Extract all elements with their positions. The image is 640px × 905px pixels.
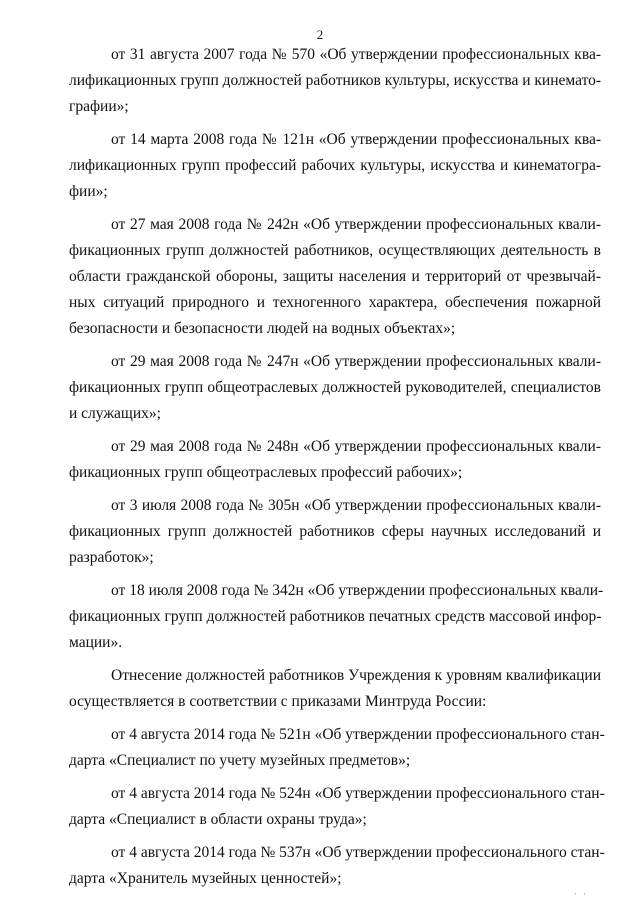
paragraph (69, 127, 601, 205)
text-line: дарта «Специалист по учету музейных предметов»; (69, 752, 411, 769)
document-body (69, 42, 605, 899)
text-line: фии»; (69, 183, 108, 200)
scan-mark: · · (573, 889, 588, 899)
text-line: фикационных групп должностей работников, осуществляющих деятельность в (69, 242, 601, 259)
paragraph (69, 434, 601, 486)
paragraph (69, 781, 605, 833)
text-line: от 4 августа 2014 года № 537н «Об утверждении профессионального стан- (111, 844, 605, 861)
page-number: 2 (316, 27, 324, 42)
text-line: от 31 августа 2007 года № 570 «Об утверждении профессиональных ква- (111, 46, 601, 63)
text-line: дарта «Хранитель музейных ценностей»; (69, 870, 342, 887)
text-line: фикационных групп должностей работников печатных средств массовой инфор- (69, 608, 602, 625)
text-line: и служащих»; (69, 405, 161, 422)
text-line: мации». (69, 634, 123, 651)
text-line: Отнесение должностей работников Учреждения к уровням квалификации (111, 667, 601, 684)
text-line: от 4 августа 2014 года № 524н «Об утверждении профессионального стан- (111, 785, 605, 802)
text-line: дарта «Специалист в области охраны труда»; (69, 811, 367, 828)
paragraph (69, 212, 601, 342)
text-line: от 3 июля 2008 года № 305н «Об утверждении профессиональных квали- (111, 497, 601, 514)
text-line: ных ситуаций природного и техногенного характера, обеспечения пожарной (69, 294, 601, 311)
text-line: фикационных групп должностей работников сферы научных исследований и (69, 523, 601, 540)
paragraph (69, 722, 605, 774)
text-line: лификационных групп профессий рабочих культуры, искусства и кинематогра- (69, 157, 601, 174)
text-line: от 29 мая 2008 года № 247н «Об утверждении профессиональных квали- (111, 353, 601, 370)
text-line: от 27 мая 2008 года № 242н «Об утверждении профессиональных квали- (111, 216, 601, 233)
text-line: фикационных групп общеотраслевых должностей руководителей, специалистов (69, 379, 601, 396)
text-line: области гражданской обороны, защиты населения и территорий от чрезвычай- (69, 268, 601, 285)
text-line: от 14 марта 2008 года № 121н «Об утверждении профессиональных ква- (111, 131, 601, 148)
paragraph (69, 578, 604, 656)
text-line: фикационных групп общеотраслевых профессий рабочих»; (69, 464, 463, 481)
paragraph (69, 349, 601, 427)
text-line: лификационных групп должностей работников культуры, искусства и кинемато- (69, 72, 602, 89)
paragraph (69, 663, 601, 715)
text-line: от 4 августа 2014 года № 521н «Об утверждении профессионального стан- (111, 726, 605, 743)
text-line: разработок»; (69, 549, 154, 566)
paragraph (69, 493, 601, 571)
text-line: графии»; (69, 98, 129, 115)
paragraph (69, 840, 605, 892)
paragraph (69, 42, 601, 120)
text-line: безопасности и безопасности людей на водных объектах»; (69, 320, 456, 337)
text-line: от 29 мая 2008 года № 248н «Об утверждении профессиональных квали- (111, 438, 601, 455)
text-line: осуществляется в соответствии с приказами Минтруда России: (69, 693, 487, 710)
text-line: от 18 июля 2008 года № 342н «Об утверждении профессиональных квали- (111, 582, 604, 599)
